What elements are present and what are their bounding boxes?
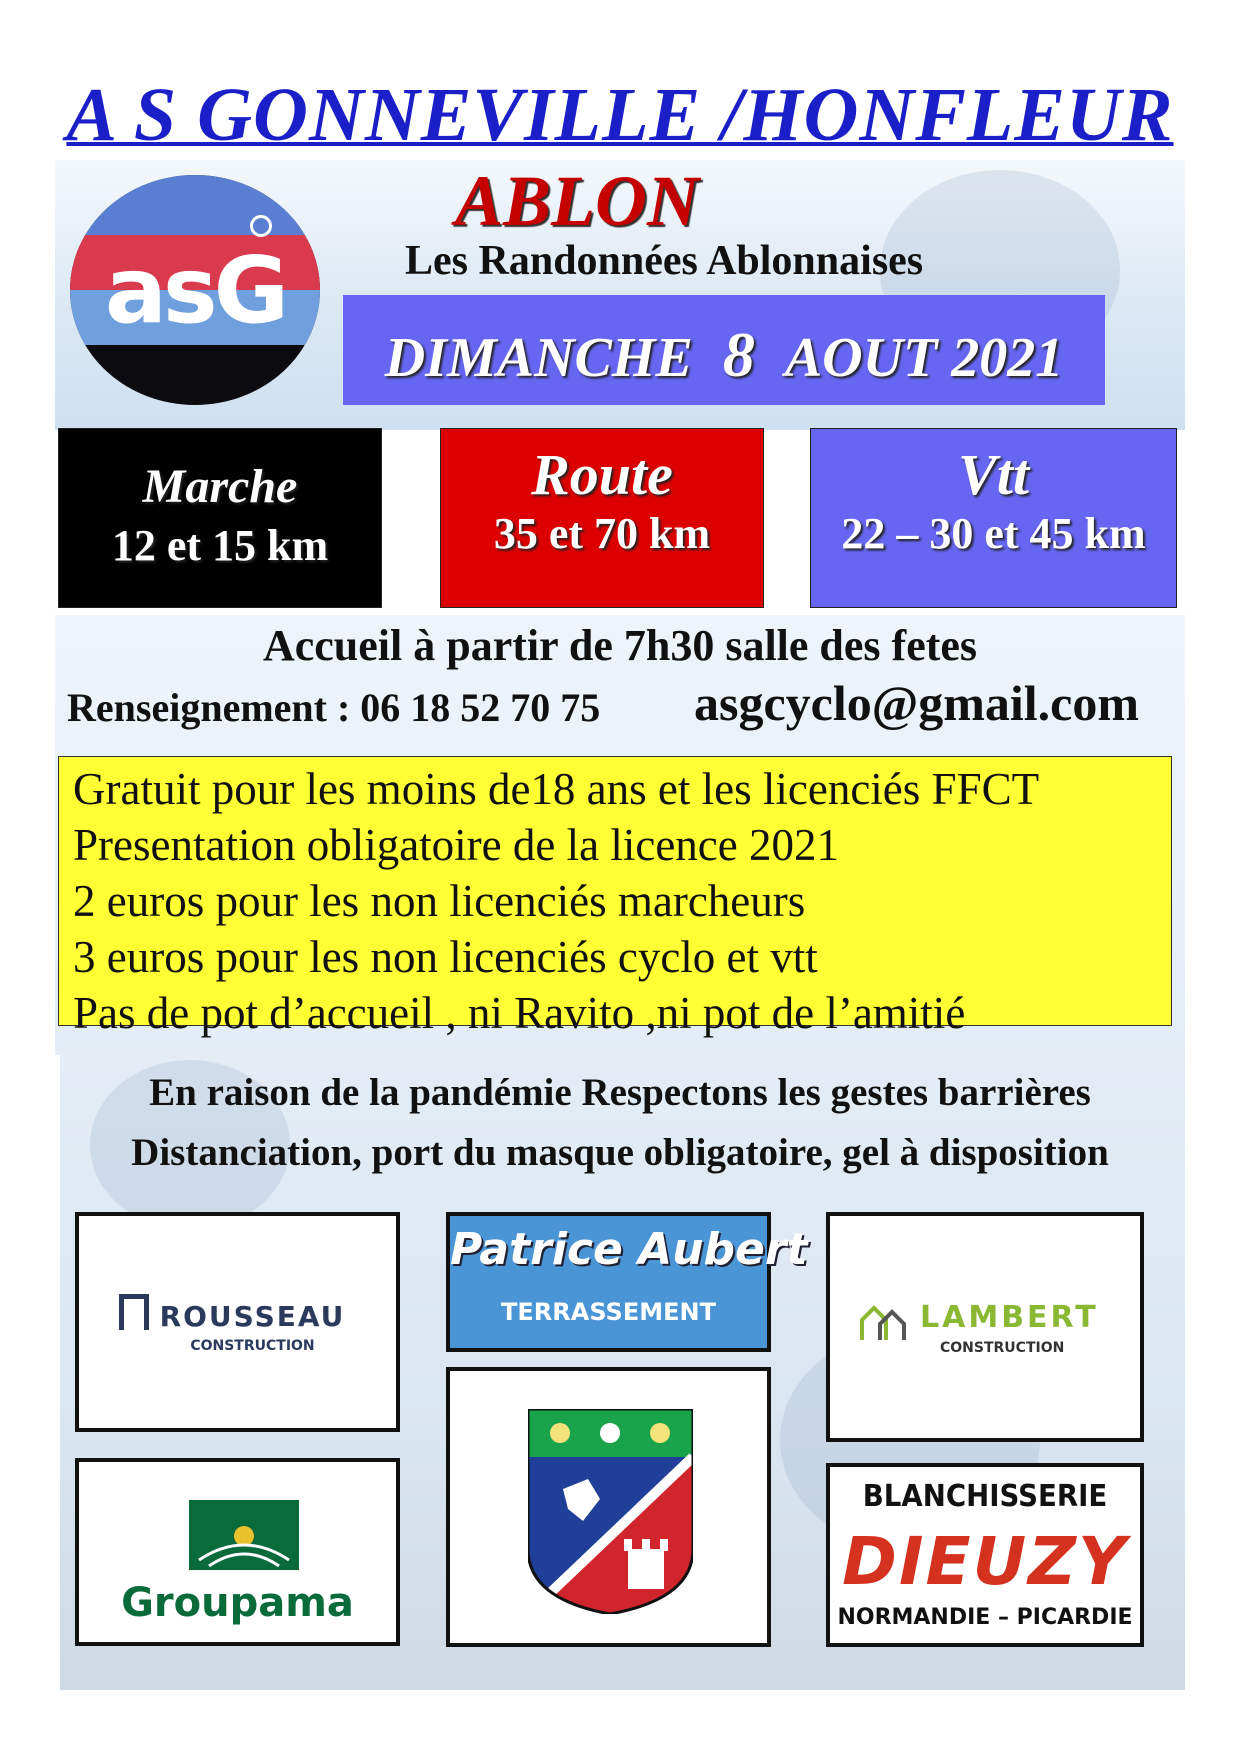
sponsor-name: Patrice Aubert [450,1224,808,1275]
houses-icon [860,1304,906,1342]
shield-icon [528,1409,693,1614]
info-line: Gratuit pour les moins de18 ans et les licenciés FFCT [73,764,1040,814]
sponsor-name: DIEUZY [842,1523,1128,1600]
info-line: 2 euros pour les non licenciés marcheurs [73,876,806,926]
sponsor-subtitle: CONSTRUCTION [940,1340,1065,1356]
event-tagline: Les Randonnées Ablonnaises [405,238,924,284]
activity-box-vtt [810,428,1177,608]
sponsor-patrice-aubert [446,1212,808,1352]
activity-box-marche [58,428,382,608]
activity-distance: 35 et 70 km [493,509,711,558]
info-line: Pas de pot d’accueil , ni Ravito ,ni pot de l’amitié [73,988,966,1038]
sponsor-name: LAMBERT [920,1300,1099,1335]
activity-distance: 22 – 30 et 45 km [841,509,1146,558]
sponsor-subtitle: NORMANDIE – PICARDIE [837,1605,1133,1630]
page-title: A S GONNEVILLE /HONFLEUR [66,73,1174,157]
asg-club-logo [70,175,320,405]
sponsor-name: Groupama [121,1580,354,1626]
sponsor-tagline: BLANCHISSERIE [862,1479,1108,1514]
activity-name: Marche [142,460,298,513]
welcome-info: Accueil à partir de 7h30 salle des fetes [262,621,978,670]
sponsor-name: ROUSSEAU [159,1300,346,1333]
covid-notice: En raison de la pandémie Respectons les gestes barrières [149,1071,1091,1114]
town-name: ABLON [455,161,700,241]
ablon-coat-of-arms [446,1367,771,1647]
date-day-number: 8 [722,319,755,390]
event-date [343,318,1105,392]
sponsor-subtitle: TERRASSEMENT [501,1298,716,1326]
logo-stripe [70,175,320,235]
email-address[interactable]: asgcyclo@gmail.com [694,675,1140,731]
info-line: Presentation obligatoire de la licence 2021 [73,820,839,870]
wheat-field-icon [189,1500,299,1570]
logo-ring [250,215,272,237]
pricing-info-box [58,756,1172,1038]
activity-box-route [440,428,764,608]
covid-measures: Distanciation, port du masque obligatoire, gel à disposition [131,1131,1109,1174]
activity-distance: 12 et 15 km [111,521,329,570]
activity-name: Route [531,442,673,507]
info-line: 3 euros pour les non licenciés cyclo et vtt [73,932,818,982]
sponsor-groupama [75,1458,400,1646]
sponsor-dieuzy [826,1463,1144,1647]
activity-name: Vtt [958,442,1029,507]
date-month-year: AOUT 2021 [784,327,1064,389]
sponsor-subtitle: CONSTRUCTION [190,1338,315,1354]
logo-mark: asG [104,237,286,344]
sponsor-lambert [826,1212,1144,1442]
sponsor-rousseau [75,1212,400,1432]
date-day-name: DIMANCHE [384,327,693,389]
phone-info: Renseignement : 06 18 52 70 75 [67,685,601,730]
